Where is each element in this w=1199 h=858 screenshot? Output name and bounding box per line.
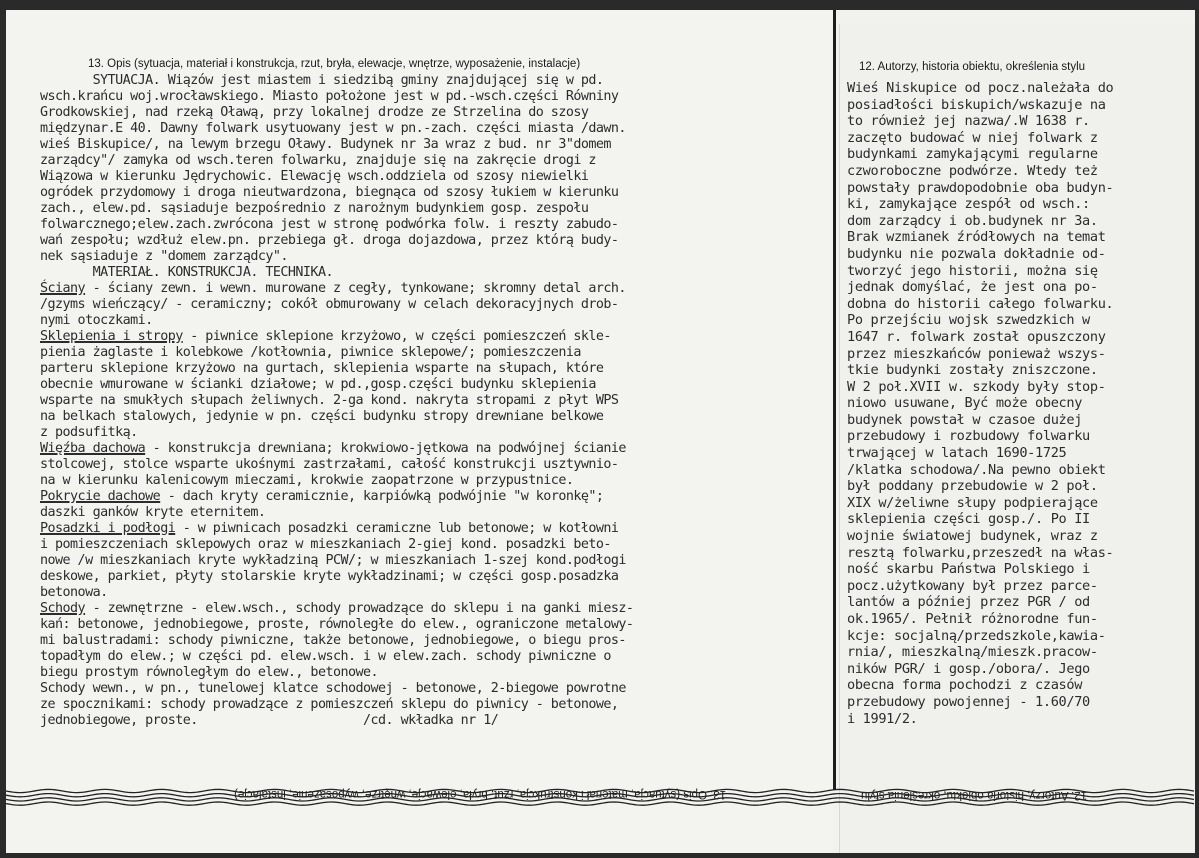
text-line: parteru sklepione krzyżowo na gurtach, sklepienia wsparte na słupach, które [40,361,604,376]
text-line: wsparte na smukłych słupach żeliwnych. 2-ga kond. nakryta stropami z płyt WPS [40,393,619,408]
text-line: wań zespołu; wzdłuż elew.pn. przebiega gł. droga dojazdowa, przez którą budy- [40,233,619,248]
text-line: rnia/, mieszkalną/mieszk.pracow- [847,644,1098,661]
text-line: przebudowy i rozbudowy folwarku [847,428,1090,445]
text-line: nowe /w mieszkaniach kryte wykładziną PCW/; w mieszkaniach 1-szej kond.podłogi [40,553,626,568]
mirrored-section-12-header: 12. Autorzy, historia obiektu, określenia stylu [861,789,1088,801]
column-divider [833,10,836,790]
text-line: dom zarządcy i ob.budynek nr 3a. [847,212,1098,229]
text-line: budynek powstał w czasoe dużej [847,411,1083,428]
text-line: Wieś Niskupice od pocz.należała do [847,80,1114,96]
description-text [40,73,633,729]
section-heading: Ściany [40,281,86,296]
section-heading: Pokrycie dachowe [40,489,161,504]
section-heading: Schody [40,601,86,616]
text-line: niowo usuwane, Być może obecny [847,395,1083,412]
text-line: Brak wzmianek źródłowych na temat [847,229,1106,246]
text-line: czworoboczne podwórze. Wtedy też [847,162,1098,179]
text-line: ność skarbu Państwa Polskiego i [847,561,1090,578]
text-line: Grodkowskiej, nad rzeką Oławą, przy lokalnej drodze ze Strzelina do szosy [40,105,589,120]
section-12-header: 12. Autorzy, historia obiektu, określenia stylu [859,61,1086,73]
section-heading: Więźba dachowa [40,441,146,456]
text-line: Wiązowa w kierunku Jędrychowic. Elewację wsch.oddziela od szosy niewielki [40,169,589,184]
text-line: Po przejściu wojsk szwedzkich w [847,312,1090,329]
record-card [6,10,1195,853]
text-line: wojnie światowej budynek, wraz z [847,528,1098,545]
text-line: wieś Biskupice/, na lewym brzegu Oławy. Budynek nr 3a wraz z bud. nr 3"domem [40,137,611,152]
text-line: mi balustradami: schody piwniczne, także betonowe, jednobiegowe, o biegu pros- [40,633,626,648]
text-line: pienia żaglaste i kolebkowe /kotłownia, piwnice sklepowe/; pomieszczenia [40,345,581,360]
text-line: daszki ganków kryte eternitem. [40,505,266,520]
text-line: pocz.użytkowany był przez parce- [847,577,1098,594]
text-line: ników PGR/ i gosp./obora/. Jego [847,660,1090,677]
text-line: Pokrycie dachowe - dach kryty ceramicznie, karpiówką podwójnie "w koronkę"; [40,489,604,504]
text-line: kań: betonowe, jednobiegowe, proste, równoległe do elew., ograniczone metalowy- [40,617,634,632]
text-line: biegu prostym równoległym do elew., betonowe. [40,665,379,680]
section-heading: Posadzki i podłogi [40,521,176,536]
text-line: Sklepienia i stropy - piwnice sklepione krzyżowo, w części pomieszczeń skle- [40,329,611,344]
text-line: Schody - zewnętrzne - elew.wsch., schody prowadzące do sklepu i na ganki miesz- [40,601,634,616]
text-line: Więźba dachowa - konstrukcja drewniana; krokwiowo-jętkowa na podwójnej ścianie [40,441,626,456]
text-line: to również jej nazwa/.W 1638 r. [847,113,1090,130]
text-line: wsch.krańcu woj.wrocławskiego. Miasto położone jest w pd.-wsch.części Równiny [40,89,619,104]
text-line: obecna forma pochodzi z czasów [847,677,1083,694]
text-line: nek sąsiaduje z "domem zarządcy". [40,249,288,264]
text-line: tworzyć jego historii, można się [847,262,1098,279]
text-line: lantów a później przez PGR / od [847,594,1090,611]
text-line: przebudowy powojennej - 1.60/70 [847,693,1090,710]
text-line: deskowe, parkiet, płyty stolarskie kryte wykładzinami; w części gosp.posadzka [40,569,619,584]
text-line: był poddany przebudowie w 2 poł. [847,478,1098,495]
text-line: z podsufitką. [40,425,138,440]
text-line: ogródek przydomowy i droga nieutwardzona, biegnąca od szosy łukiem w kierunku [40,185,619,200]
text-line: /gzyms wieńczący/ - ceramiczny; cokół obmurowany w celach dekoracyjnych drob- [40,297,619,312]
text-line: sklepienia części gosp./. Po II [847,511,1090,528]
section-13-header: 13. Opis (sytuacja, materiał i konstrukcja, rzut, bryła, elewacje, wnętrze, wyposażenie, instalacje) [88,58,581,70]
text-line: /klatka schodowa/.Na pewno obiekt [847,461,1106,478]
text-line: XIX w/żeliwne słupy podpierające [847,494,1098,511]
text-line: nymi otoczkami. [40,313,153,328]
text-line: zaczęto budować w niej folwark z [847,129,1098,146]
text-line: zarządcy"/ zamyka od wsch.teren folwarku, znajduje się na zakręcie drogi z [40,153,596,168]
text-line: topadłym do elew.; w części pd. elew.wsch. i w elew.zach. schody piwniczne o [40,649,611,664]
text-line: budynku nie pozwala dokładnie od- [847,245,1106,262]
text-line: posiadłości biskupich/wskazuje na [847,96,1106,113]
text-line: betonowa. [40,585,108,600]
text-line: ok.1965/. Pełnił różnorodne fun- [847,611,1098,627]
text-line: ki, zamykające zespół od wsch.: [847,196,1090,213]
text-line: Posadzki i podłogi - w piwnicach posadzki ceramiczne lub betonowe; w kotłowni [40,521,619,536]
text-line: W 2 poł.XVII w. szkody były stop- [847,378,1106,395]
text-line: dobna do historii całego folwarku. [847,295,1114,312]
text-line: i pomieszczeniach sklepowych oraz w mieszkaniach 2-giej kond. posadzki beto- [40,537,611,552]
text-line: międzynar.E 40. Dawny folwark usytuowany jest w pn.-zach. części miasta /dawn. [40,121,626,136]
text-line: powstały prawdopodobnie oba budyn- [847,179,1114,196]
text-line: przez mieszkańców ponieważ wszys- [847,345,1106,362]
text-line: jednak domyślać, że jest ona po- [847,279,1098,296]
mirrored-section-13-header: 13. Opis (sytuacja, materiał i konstrukcja, rzut, bryła, elewacje, wnętrze, wyposażenie, instalacje) [234,788,727,800]
text-line: na belkach stalowych, jedynie w pn. części budynku stropy drewniane belkowe [40,409,604,424]
text-line: jednobiegowe, proste. /cd. wkładka nr 1/ [40,713,499,728]
text-line: 1647 r. folwark został opuszczony [847,328,1106,345]
text-line: ze spocznikami: schody prowadzące z pomieszczeń sklepu do piwnicy - betonowe, [40,697,619,712]
wave-line [6,802,1194,805]
text-line: SYTUACJA. Wiązów jest miastem i siedzibą gminy znajdującej się w pd. [40,73,604,88]
text-line: MATERIAŁ. KONSTRUKCJA. TECHNIKA. [40,265,333,280]
text-line: i 1991/2. [847,710,918,727]
text-line: Schody wewn., w pn., tunelowej klatce schodowej - betonowe, 2-biegowe powrotne [40,681,626,696]
text-line: tkie budynki zostały zniszczone. [847,362,1098,379]
text-line: Ściany - ściany zewn. i wewn. murowane z cegły, tynkowane; skromny detal arch. [40,281,626,296]
section-heading: Sklepienia i stropy [40,329,183,344]
text-line: zach., elew.pd. sąsiaduje bezpośrednio z narożnym budynkiem gosp. zespołu [40,201,589,216]
text-line: obecnie wmurowane w ścianki działowe; w pd.,gosp.części budynku sklepienia [40,377,596,392]
text-line: stolcowej, stolce wsparte ukośnymi zastrzałami, całość konstrukcji usztywnio- [40,457,619,472]
text-line: folwarcznego;elew.zach.zwrócona jest w stronę podwórka folw. i reszty zabudo- [40,217,619,232]
history-text [847,80,1113,727]
text-line: budynkami zamykającymi regularne [847,146,1098,163]
text-line: na w kierunku kalenicowym mieczami, krokwie zaopatrzone w przypustnice. [40,473,574,488]
text-line: trwającej w latach 1690-1725 [847,445,1067,462]
text-line: resztą folwarku,przeszedł na włas- [847,544,1114,561]
text-line: kcje: socjalną/przedszkole,kawia- [847,627,1106,644]
